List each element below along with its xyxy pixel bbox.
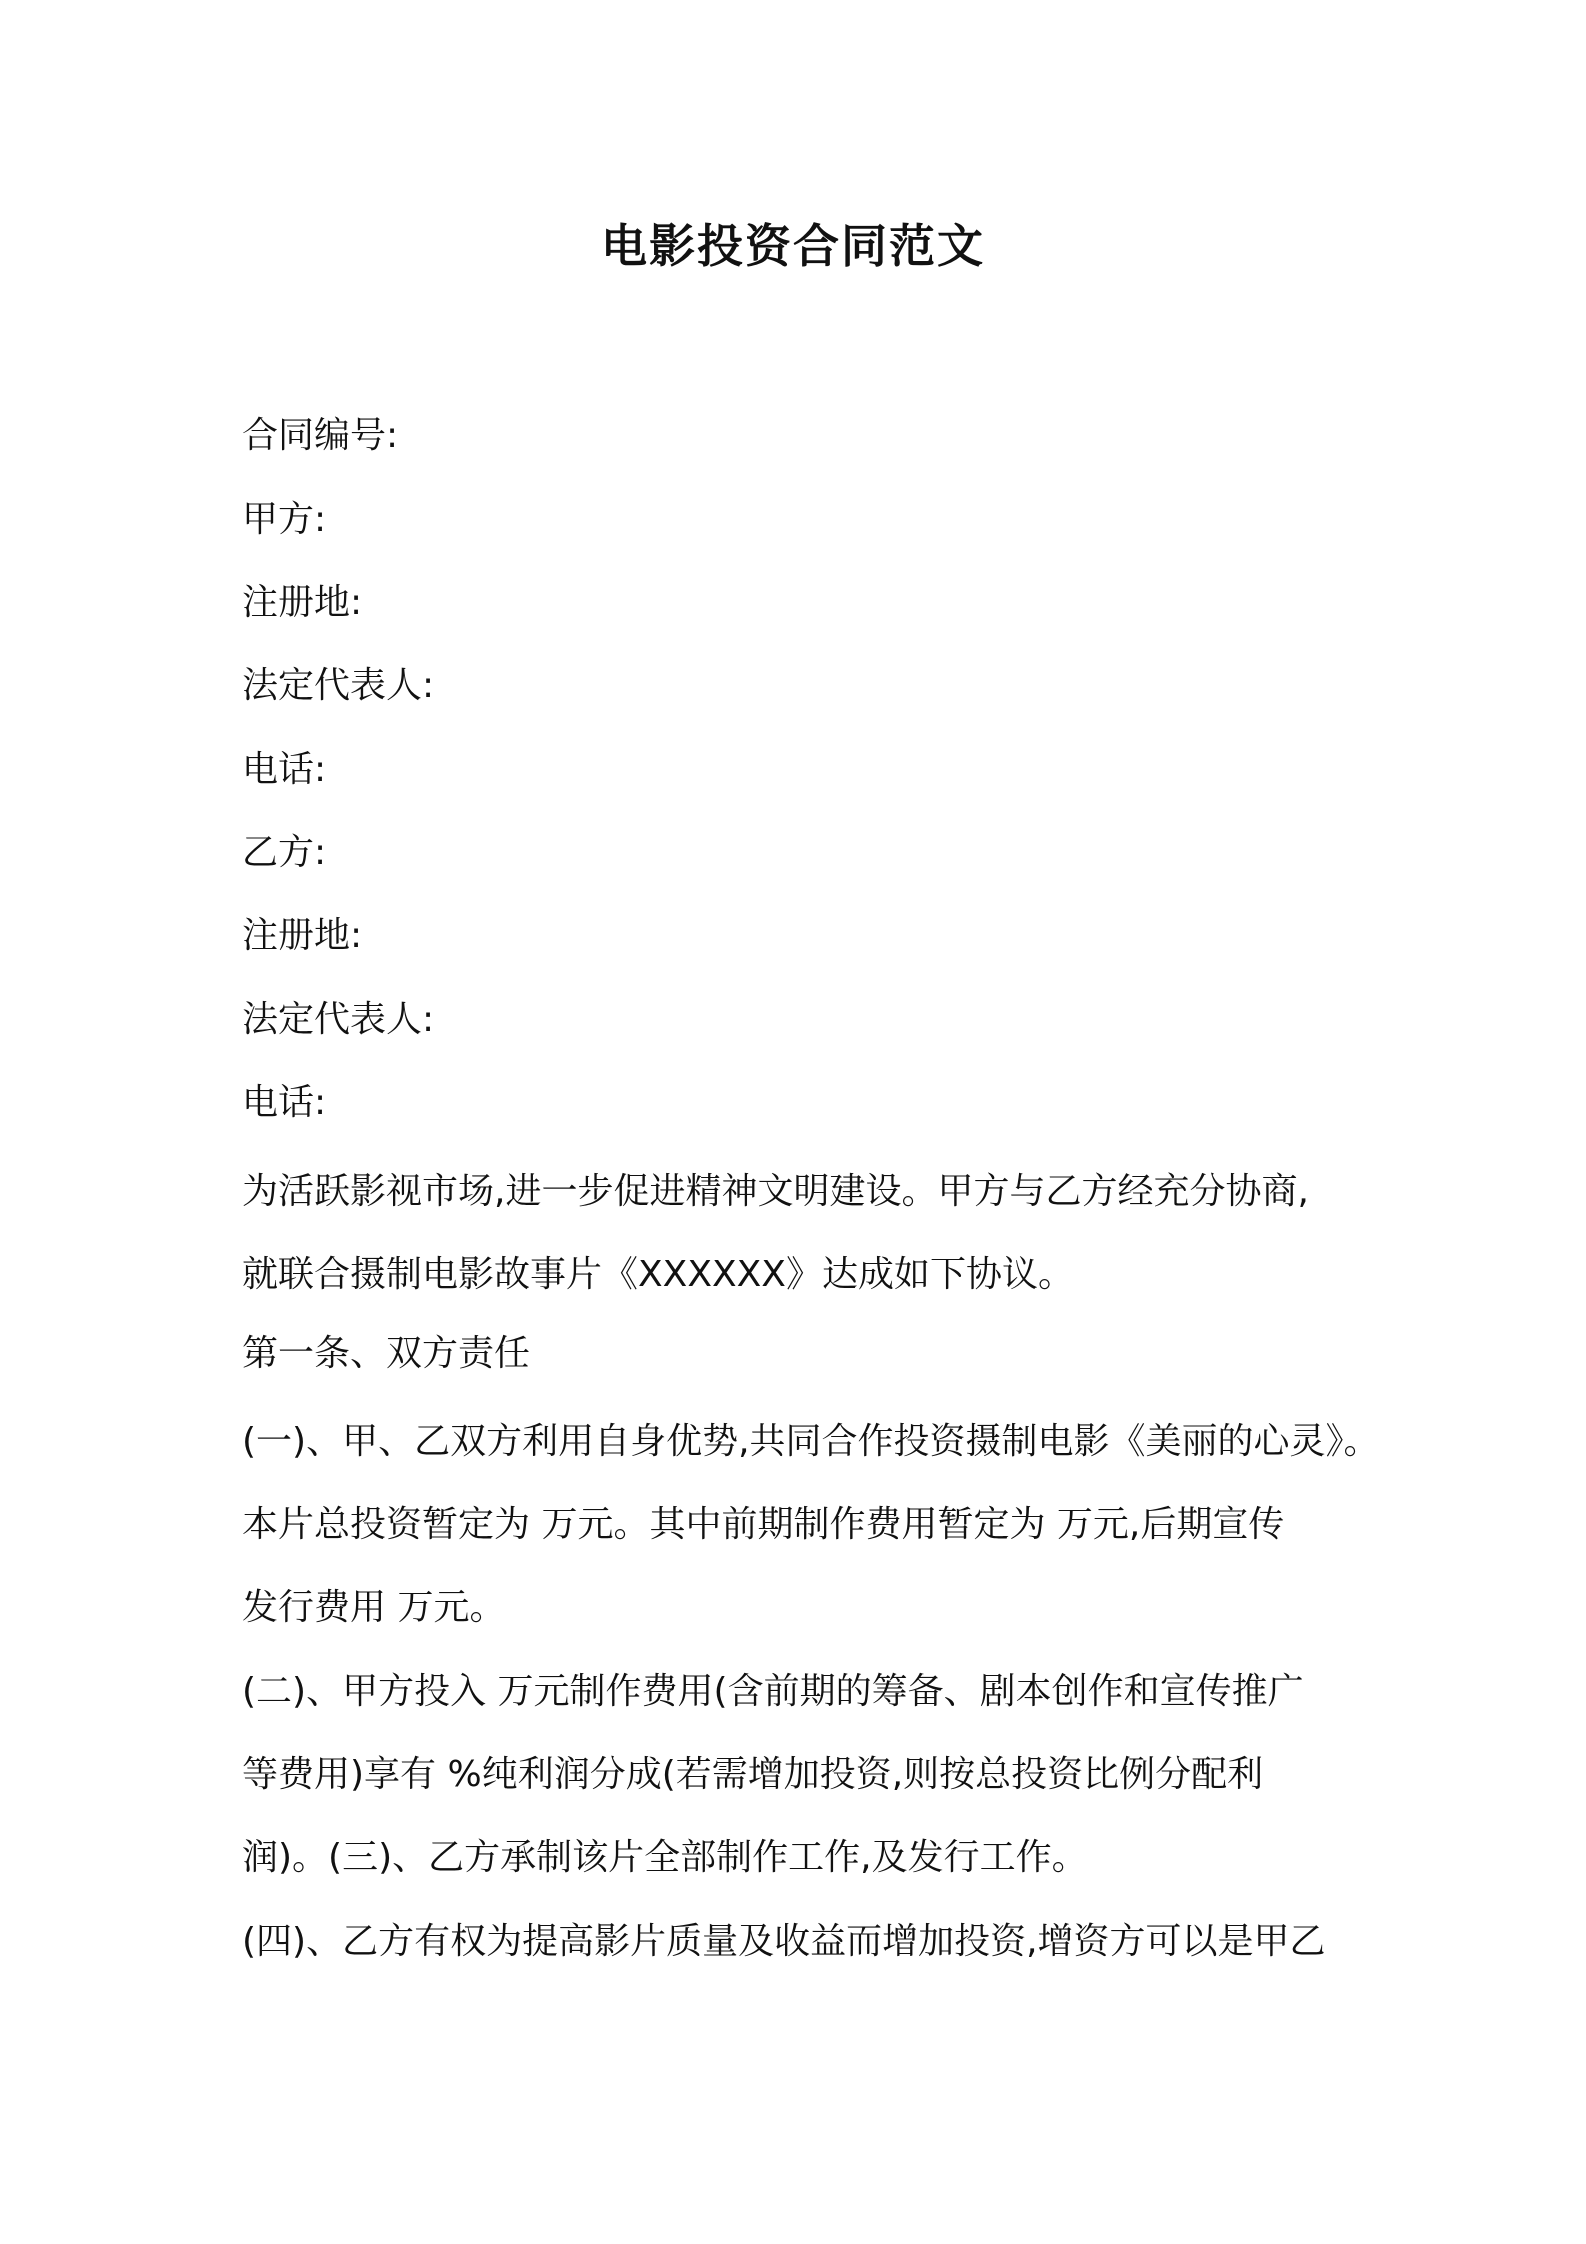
intro-paragraph (242, 1150, 1362, 1316)
field-party-a-phone: 电话: (242, 749, 327, 790)
document-title: 电影投资合同范文 (601, 219, 985, 273)
clause-2-line: 等费用)享有 %纯利润分成(若需增加投资,则按总投资比例分配利 (242, 1754, 1264, 1795)
clause-1-paragraph (242, 1400, 1380, 1649)
field-party-b-phone: 电话: (242, 1082, 327, 1123)
field-party-a: 甲方: (242, 499, 327, 540)
field-party-a-registered-address: 注册地: (242, 582, 363, 623)
field-party-a-legal-representative: 法定代表人: (242, 665, 435, 706)
intro-line: 就联合摄制电影故事片《XXXXXX》达成如下协议。 (242, 1254, 1074, 1295)
clause-1-line: (一)、甲、乙双方利用自身优势,共同合作投资摄制电影《美丽的心灵》。 (242, 1421, 1380, 1462)
field-party-b: 乙方: (242, 832, 327, 873)
clause-1-line: 本片总投资暂定为 万元。其中前期制作费用暂定为 万元,后期宣传 (242, 1504, 1285, 1545)
clause-2-line: 润)。(三)、乙方承制该片全部制作工作,及发行工作。 (242, 1837, 1088, 1878)
field-contract-number: 合同编号: (242, 415, 399, 456)
clause-2-line: (二)、甲方投入 万元制作费用(含前期的筹备、剧本创作和宣传推广 (242, 1671, 1304, 1712)
clause-4-paragraph (242, 1900, 1362, 1983)
field-party-b-registered-address: 注册地: (242, 915, 363, 956)
article-1-heading: 第一条、双方责任 (242, 1333, 531, 1374)
intro-line: 为活跃影视市场,进一步促进精神文明建设。甲方与乙方经充分协商, (242, 1171, 1309, 1212)
field-party-b-legal-representative: 法定代表人: (242, 999, 435, 1040)
clause-4-line: (四)、乙方有权为提高影片质量及收益而增加投资,增资方可以是甲乙 (242, 1921, 1326, 1962)
clause-2-paragraph (242, 1650, 1362, 1899)
clause-1-line: 发行费用 万元。 (242, 1587, 506, 1628)
